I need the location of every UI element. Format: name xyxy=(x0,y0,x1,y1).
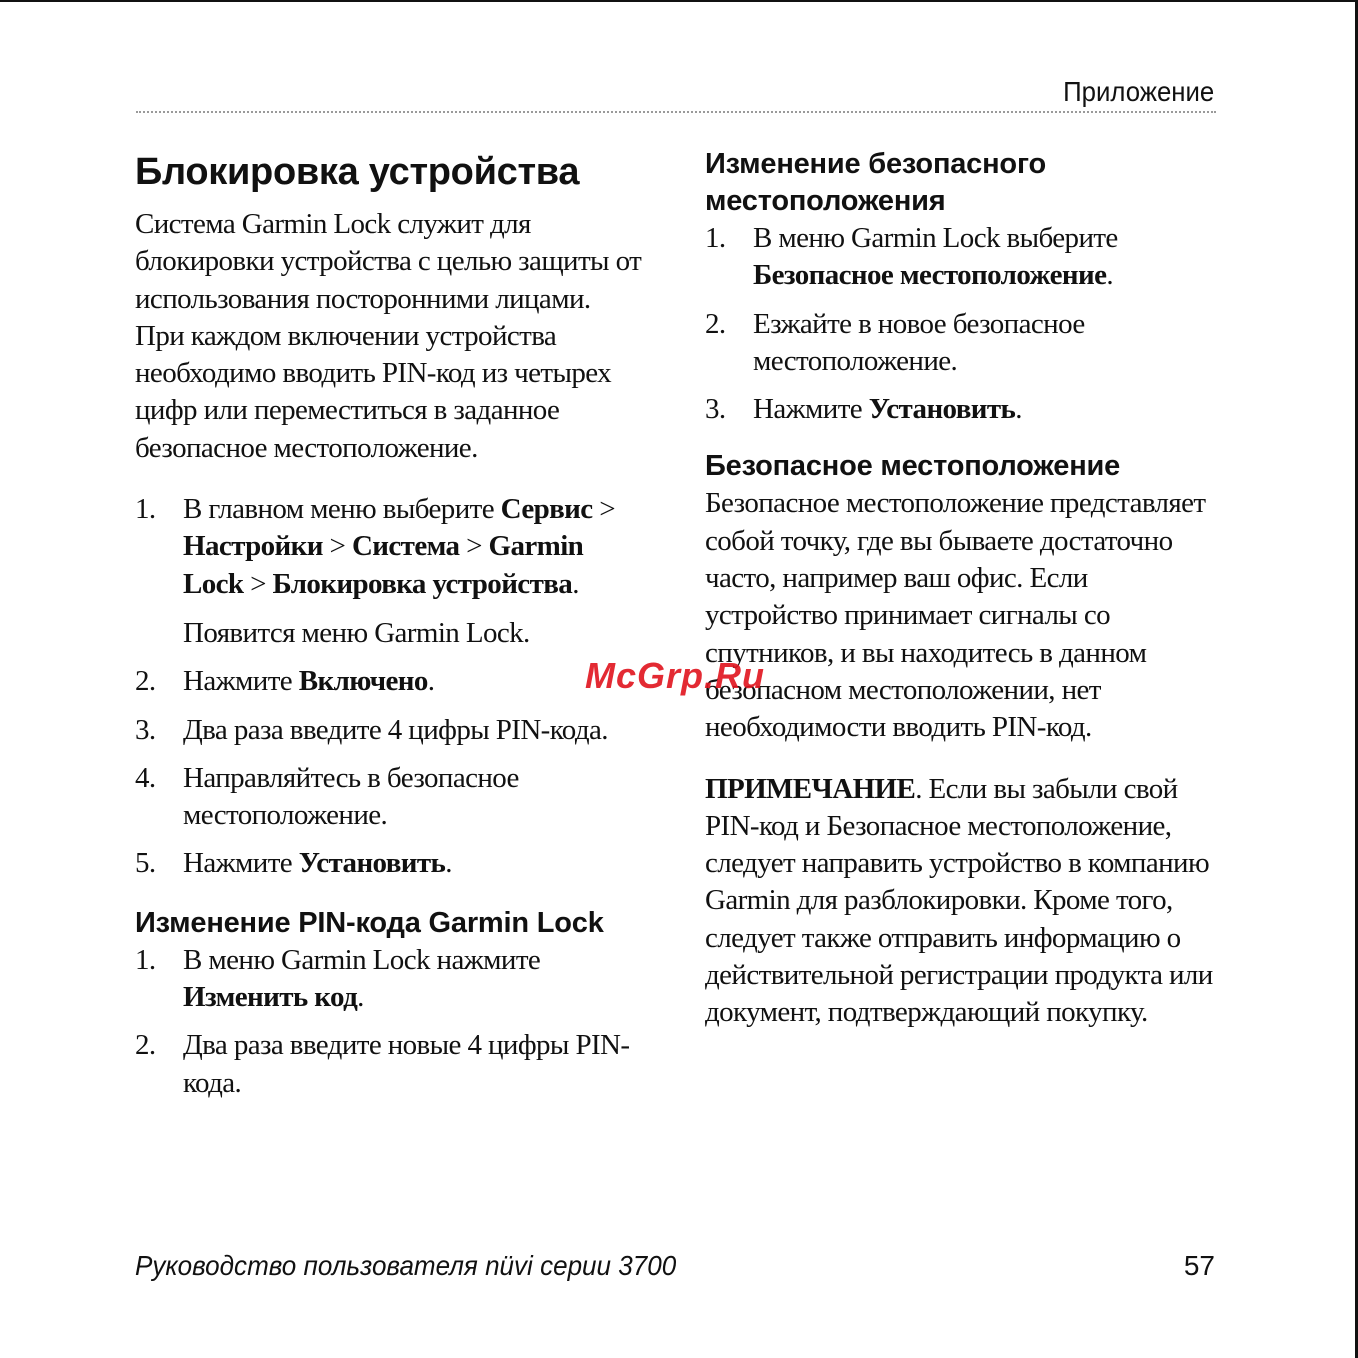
safe-location-paragraph: Безопасное местоположение представляет собой точку, где вы бываете достаточно часто, например ваш офис. Если устройство принимает сигналы со спутников, и вы находитесь в данном безопасном местоположении, нет необходимости вводить PIN-код. xyxy=(705,487,1206,744)
list-item: 3. Два раза введите 4 цифры PIN-кода. xyxy=(135,713,608,746)
pin-steps-list xyxy=(135,942,645,1102)
page-border-top xyxy=(0,0,1358,2)
list-item: 2. Нажмите Включено. xyxy=(135,665,435,698)
lock-steps-list xyxy=(135,491,645,883)
list-item: 1. В меню Garmin Lock выберите Безопасное местоположение. xyxy=(705,222,1118,292)
running-header: Приложение xyxy=(1062,76,1214,107)
intro-paragraph: Система Garmin Lock служит для блокировки устройства с целью защиты от использования посторонними лицами. При каждом включении устройства необходимо вводить PIN-код из четырех цифр или переместиться в заданное безопасное местоположение. xyxy=(135,208,642,464)
change-location-steps-list xyxy=(705,220,1225,428)
list-item: 1. В меню Garmin Lock нажмите Изменить код. xyxy=(135,943,541,1014)
note-label: ПРИМЕЧАНИЕ xyxy=(705,772,916,805)
page-number: 57 xyxy=(1183,1250,1215,1281)
header-dotted-rule xyxy=(136,111,1216,113)
section-title-change-safe-location: Изменение безопасного местоположения xyxy=(705,148,1046,217)
note-paragraph: ПРИМЕЧАНИЕ. Если вы забыли свой PIN-код и Безопасное местоположение, следует направить устройство в компанию Garmin для разблокировки. Кроме того, следует также отправить информацию о действительной регистрации продукта или документ, подтверждающий покупку. xyxy=(705,772,1213,1029)
list-item: 1. В главном меню выберите Сервис > Настройки > Система > Garmin Lock > Блокировка устройства. Появится меню Garmin Lock. xyxy=(135,491,645,652)
watermark: McGrp.Ru xyxy=(585,655,766,696)
footer-manual-title: Руководство пользователя nüvi серии 3700 xyxy=(135,1250,677,1281)
step-note: Появится меню Garmin Lock. xyxy=(183,616,530,649)
list-item: 5. Нажмите Установить. xyxy=(135,847,452,880)
right-column xyxy=(705,140,1225,1032)
left-column xyxy=(135,140,645,1113)
list-item: 2. Два раза введите новые 4 цифры PIN-кода. xyxy=(135,1029,630,1099)
list-item: 4. Направляйтесь в безопасное местоположение. xyxy=(135,761,519,832)
list-item: 3. Нажмите Установить. xyxy=(705,393,1022,426)
list-item: 2. Езжайте в новое безопасное местоположение. xyxy=(705,307,1085,377)
section-title-safe-location: Безопасное местоположение xyxy=(705,450,1121,483)
section-title-change-pin: Изменение PIN-кода Garmin Lock xyxy=(135,906,604,939)
section-title-device-lock: Блокировка устройства xyxy=(135,151,580,193)
